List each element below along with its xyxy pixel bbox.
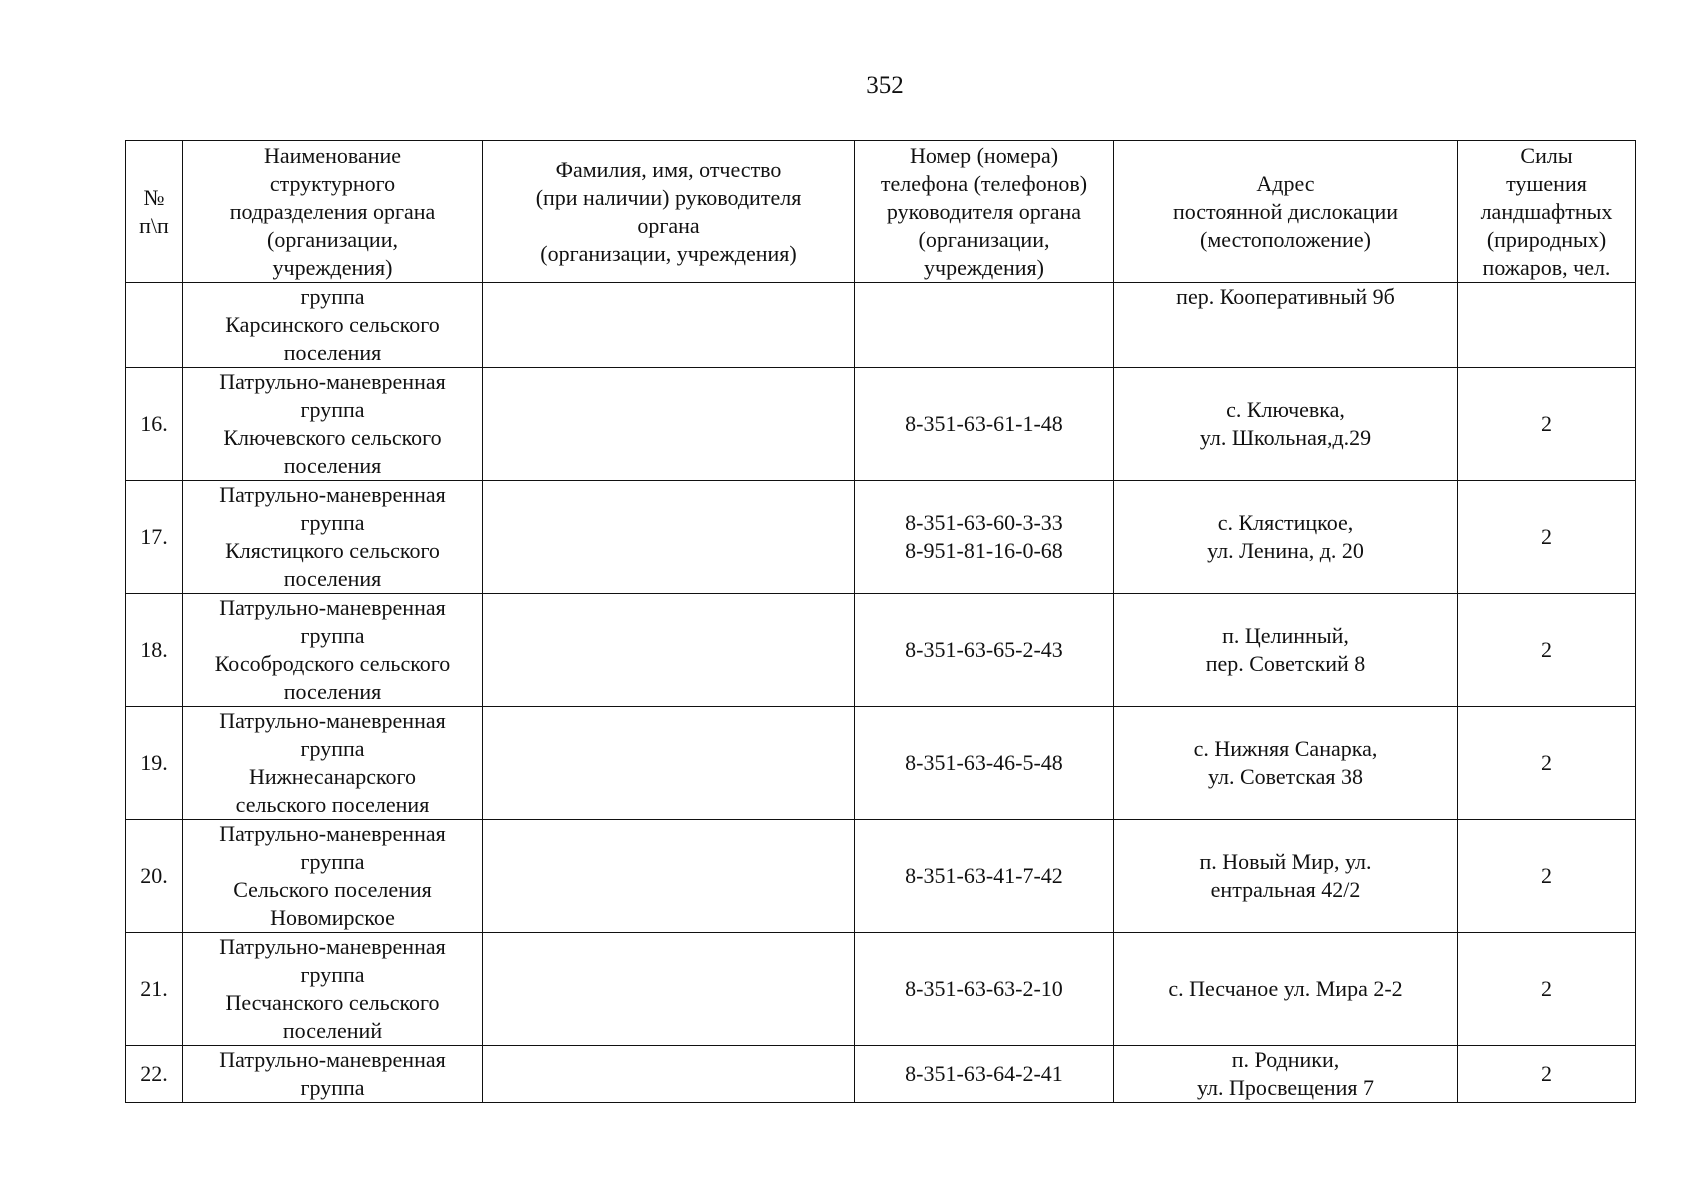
header-line: учреждения) (272, 254, 393, 280)
cell-unit-name (183, 707, 483, 820)
cell-line: Новомирское (270, 905, 395, 930)
cell-line: 2 (1541, 1061, 1552, 1086)
table-row (126, 283, 1636, 368)
header-line: (организации, (267, 226, 398, 252)
cell-line: 2 (1541, 863, 1552, 888)
cell-line: поселения (283, 340, 382, 365)
cell-line: Патрульно-маневренная (219, 708, 446, 733)
cell-line: группа (300, 849, 365, 874)
cell-line: группа (300, 1075, 365, 1100)
cell-phone (855, 707, 1114, 820)
cell-number (126, 481, 183, 594)
table-row (126, 933, 1636, 1046)
cell-forces (1458, 820, 1636, 933)
cell-phone (855, 594, 1114, 707)
cell-forces (1458, 594, 1636, 707)
cell-line: 18. (140, 637, 168, 662)
cell-line: с. Клястицкое, (1217, 510, 1354, 535)
cell-line: Патрульно-маневренная (219, 369, 446, 394)
cell-number (126, 368, 183, 481)
table-row (126, 481, 1636, 594)
cell-line: ул. Ленина, д. 20 (1207, 538, 1364, 563)
cell-line: 8-351-63-65-2-43 (905, 637, 1063, 662)
cell-address (1114, 933, 1458, 1046)
table-row (126, 707, 1636, 820)
cell-unit-name (183, 283, 483, 368)
cell-forces (1458, 707, 1636, 820)
table-row (126, 820, 1636, 933)
cell-line: Патрульно-маневренная (219, 1047, 446, 1072)
header-line: учреждения) (924, 254, 1044, 280)
header-line: Фамилия, имя, отчество (555, 156, 782, 182)
header-line: Силы (1520, 142, 1573, 168)
header-line: телефона (телефонов) (880, 170, 1088, 196)
header-number (126, 141, 183, 283)
cell-line: ул. Просвещения 7 (1196, 1075, 1375, 1100)
cell-line: Патрульно-маневренная (219, 934, 446, 959)
header-line: руководителя органа (886, 198, 1082, 224)
cell-unit-name (183, 481, 483, 594)
cell-line: группа (300, 284, 365, 309)
cell-line: 8-351-63-63-2-10 (905, 976, 1063, 1001)
header-line: подразделения органа (229, 198, 436, 224)
cell-head-name (483, 594, 855, 707)
cell-phone (855, 481, 1114, 594)
cell-line: Клястицкого сельского (225, 538, 440, 563)
header-line: (местоположение) (1200, 226, 1371, 252)
cell-head-name (483, 283, 855, 368)
cell-unit-name (183, 594, 483, 707)
page-number: 352 (866, 72, 904, 99)
cell-phone (855, 283, 1114, 368)
cell-line: 2 (1541, 750, 1552, 775)
cell-line: 2 (1541, 411, 1552, 436)
cell-phone (855, 820, 1114, 933)
cell-forces (1458, 481, 1636, 594)
cell-line: Песчанского сельского (225, 990, 440, 1015)
cell-line: с. Песчаное ул. Мира 2-2 (1168, 976, 1403, 1001)
header-row (126, 141, 1636, 283)
cell-phone (855, 368, 1114, 481)
cell-line: 20. (140, 863, 168, 888)
cell-forces (1458, 368, 1636, 481)
cell-line: 8-351-63-61-1-48 (905, 411, 1063, 436)
cell-address (1114, 283, 1458, 368)
cell-line: ентральная 42/2 (1210, 877, 1361, 902)
header-forces (1458, 141, 1636, 283)
cell-address (1114, 368, 1458, 481)
cell-line: Ключевского сельского (223, 425, 442, 450)
cell-head-name (483, 707, 855, 820)
cell-number (126, 820, 183, 933)
cell-line: группа (300, 962, 365, 987)
cell-line: группа (300, 736, 365, 761)
table-row (126, 1046, 1636, 1103)
cell-line: группа (300, 397, 365, 422)
cell-line: поселения (283, 566, 382, 591)
cell-line: пер. Кооперативный 9б (1176, 284, 1395, 309)
cell-address (1114, 707, 1458, 820)
table-body (126, 283, 1636, 1103)
header-line: ландшафтных (1480, 198, 1613, 224)
cell-line: ул. Школьная,д.29 (1199, 425, 1372, 450)
cell-line: 8-351-63-41-7-42 (905, 863, 1063, 888)
header-line: (организации, учреждения) (540, 240, 797, 266)
cell-number (126, 1046, 183, 1103)
cell-unit-name (183, 820, 483, 933)
cell-line: Патрульно-маневренная (219, 482, 446, 507)
cell-line: 2 (1541, 524, 1552, 549)
cell-line: 22. (140, 1061, 168, 1086)
cell-number (126, 707, 183, 820)
cell-line: группа (300, 623, 365, 648)
header-line: Адрес (1256, 170, 1315, 196)
cell-line: 16. (140, 411, 168, 436)
cell-line: 2 (1541, 976, 1552, 1001)
cell-number (126, 933, 183, 1046)
cell-line: группа (300, 510, 365, 535)
header-line: Наименование (263, 142, 402, 168)
cell-head-name (483, 1046, 855, 1103)
header-line: Номер (номера) (909, 142, 1059, 168)
cell-phone (855, 1046, 1114, 1103)
cell-line: сельского поселения (235, 792, 430, 817)
header-line: постоянной дислокации (1172, 198, 1399, 224)
cell-number (126, 594, 183, 707)
cell-line: 21. (140, 976, 168, 1001)
cell-line: поселений (282, 1018, 383, 1043)
cell-line: п. Целинный, (1222, 623, 1349, 648)
cell-line: с. Нижняя Санарка, (1193, 736, 1378, 761)
cell-line: поселения (283, 453, 382, 478)
table-row (126, 594, 1636, 707)
header-line: п\п (139, 212, 169, 238)
header-line: (при наличии) руководителя (535, 184, 802, 210)
cell-unit-name (183, 368, 483, 481)
header-line: тушения (1506, 170, 1587, 196)
cell-head-name (483, 933, 855, 1046)
header-line: пожаров, чел. (1482, 254, 1611, 280)
table-row (126, 368, 1636, 481)
cell-head-name (483, 820, 855, 933)
header-line: № (143, 184, 165, 210)
cell-forces (1458, 283, 1636, 368)
cell-line: поселения (283, 679, 382, 704)
cell-line: 8-351-63-60-3-33 (905, 510, 1063, 535)
cell-phone (855, 933, 1114, 1046)
cell-address (1114, 820, 1458, 933)
header-address (1114, 141, 1458, 283)
cell-unit-name (183, 933, 483, 1046)
cell-line: пер. Советский 8 (1205, 651, 1366, 676)
cell-line: 17. (140, 524, 168, 549)
cell-line: Патрульно-маневренная (219, 821, 446, 846)
dislocation-table (125, 140, 1636, 1103)
cell-line: Кособродского сельского (214, 651, 451, 676)
cell-address (1114, 1046, 1458, 1103)
cell-line: 2 (1541, 637, 1552, 662)
cell-line: 8-351-63-46-5-48 (905, 750, 1063, 775)
cell-line: с. Ключевка, (1226, 397, 1345, 422)
cell-unit-name (183, 1046, 483, 1103)
cell-line: Патрульно-маневренная (219, 595, 446, 620)
cell-number (126, 283, 183, 368)
cell-line: Сельского поселения (233, 877, 432, 902)
cell-line: п. Родники, (1231, 1047, 1340, 1072)
cell-line: п. Новый Мир, ул. (1199, 849, 1372, 874)
header-line: (природных) (1486, 226, 1607, 252)
table-header (126, 141, 1636, 283)
cell-line: 8-351-63-64-2-41 (905, 1061, 1063, 1086)
header-line: структурного (269, 170, 396, 196)
cell-line: 19. (140, 750, 168, 775)
header-line: (организации, (918, 226, 1050, 252)
header-line: органа (637, 212, 700, 238)
cell-address (1114, 481, 1458, 594)
cell-line: 8-951-81-16-0-68 (905, 538, 1063, 563)
cell-line: Нижнесанарского (248, 764, 417, 789)
cell-forces (1458, 933, 1636, 1046)
cell-line: ул. Советская 38 (1207, 764, 1364, 789)
cell-head-name (483, 481, 855, 594)
header-head-name (483, 141, 855, 283)
header-phone (855, 141, 1114, 283)
cell-address (1114, 594, 1458, 707)
header-unit-name (183, 141, 483, 283)
cell-head-name (483, 368, 855, 481)
cell-line: Карсинского сельского (225, 312, 440, 337)
cell-forces (1458, 1046, 1636, 1103)
